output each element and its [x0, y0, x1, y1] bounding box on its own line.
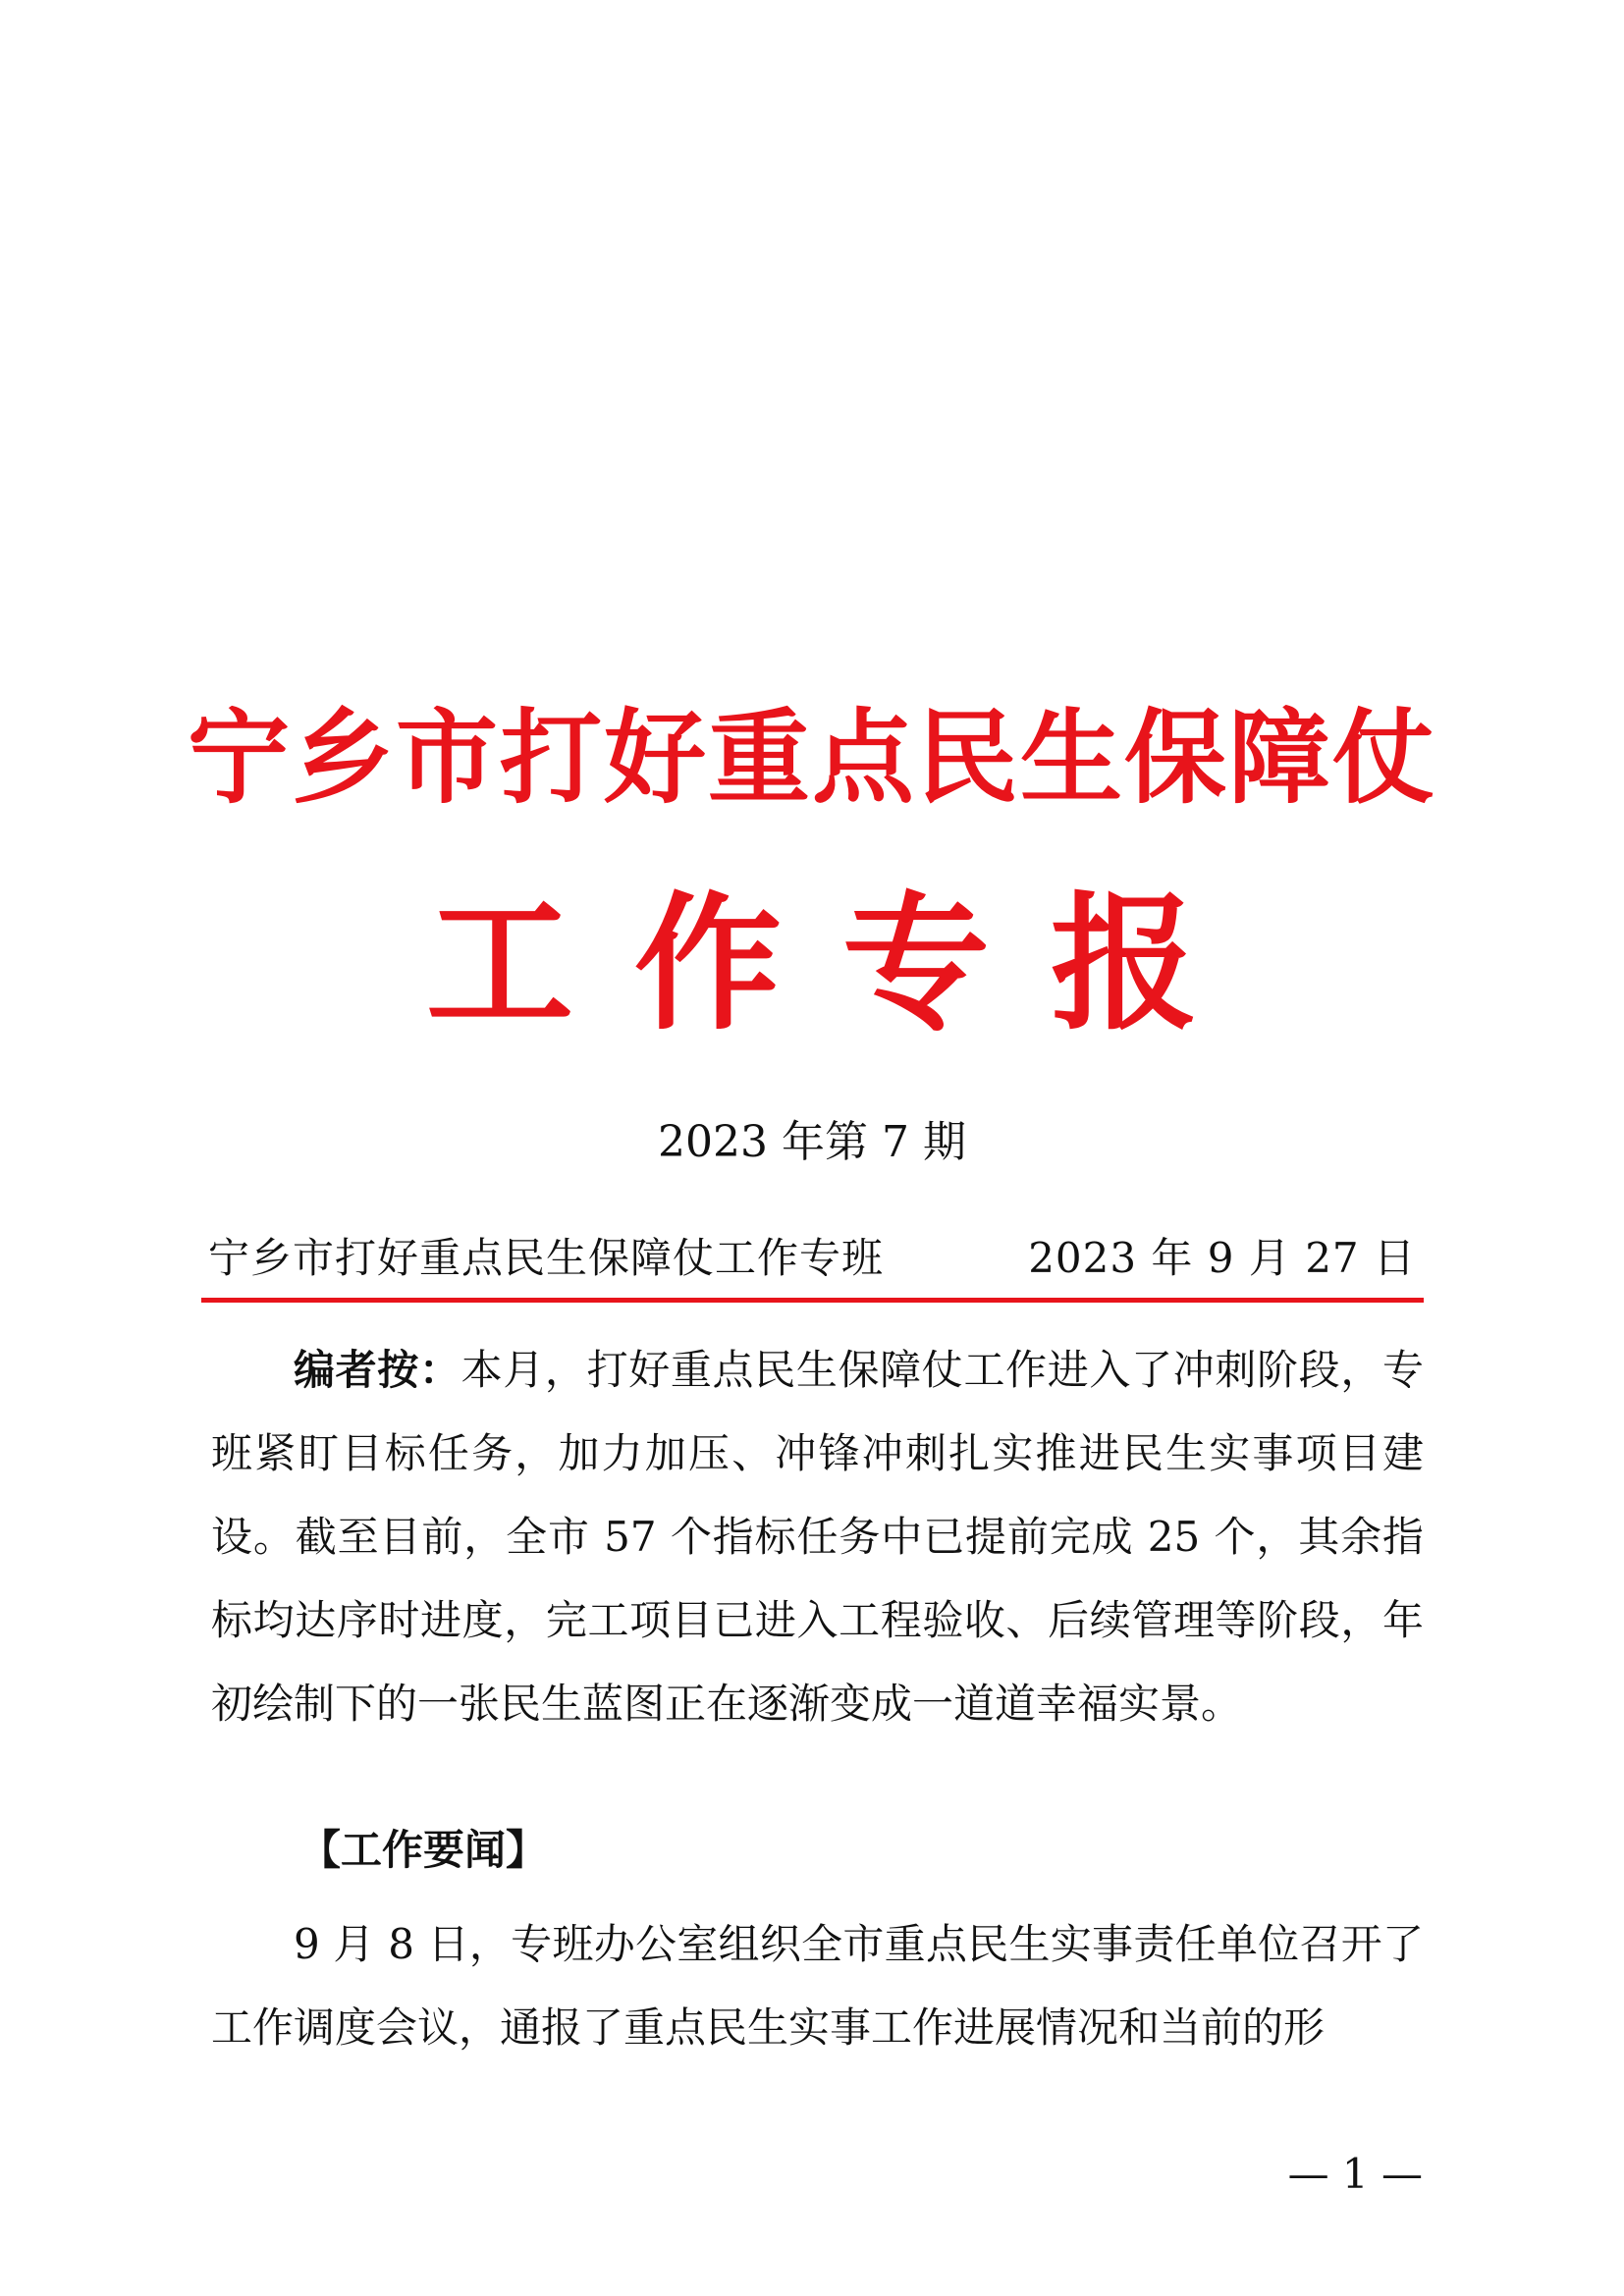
- red-divider-rule: [201, 1298, 1424, 1303]
- page-number: — 1 —: [1287, 2150, 1423, 2198]
- masthead-subtitle: 工作专报: [425, 878, 1259, 1050]
- issuer-line: [208, 1226, 1416, 1285]
- issue-number: 2023 年第 7 期: [658, 1117, 966, 1167]
- editor-note-lead: 编者按：: [294, 1346, 461, 1394]
- issue-date: 2023 年 9 月 27 日: [1028, 1234, 1416, 1282]
- editor-note: [211, 1328, 1424, 1745]
- editor-note-text: 本月，打好重点民生保障仗工作进入了冲刺阶段，专班紧盯目标任务，加力加压、冲锋冲刺扎实推进民生实事项目建设。截至目前，全市 57 个指标任务中已提前完成 25 个，其余指标均达序时进度，完工项目已进入工程验收、后续管理等阶段，年初绘制下的一张民生蓝图正在逐渐变成一道道幸福实景。: [211, 1346, 1424, 1728]
- section-heading: 【工作要闻】: [299, 1826, 548, 1874]
- issuer-name: 宁乡市打好重点民生保障仗工作专班: [208, 1234, 885, 1282]
- masthead-title: 宁乡市打好重点民生保障仗: [187, 697, 1436, 818]
- news-paragraph: 9 月 8 日，专班办公室组织全市重点民生实事责任单位召开了工作调度会议，通报了重点民生实事工作进展情况和当前的形: [211, 1920, 1424, 2052]
